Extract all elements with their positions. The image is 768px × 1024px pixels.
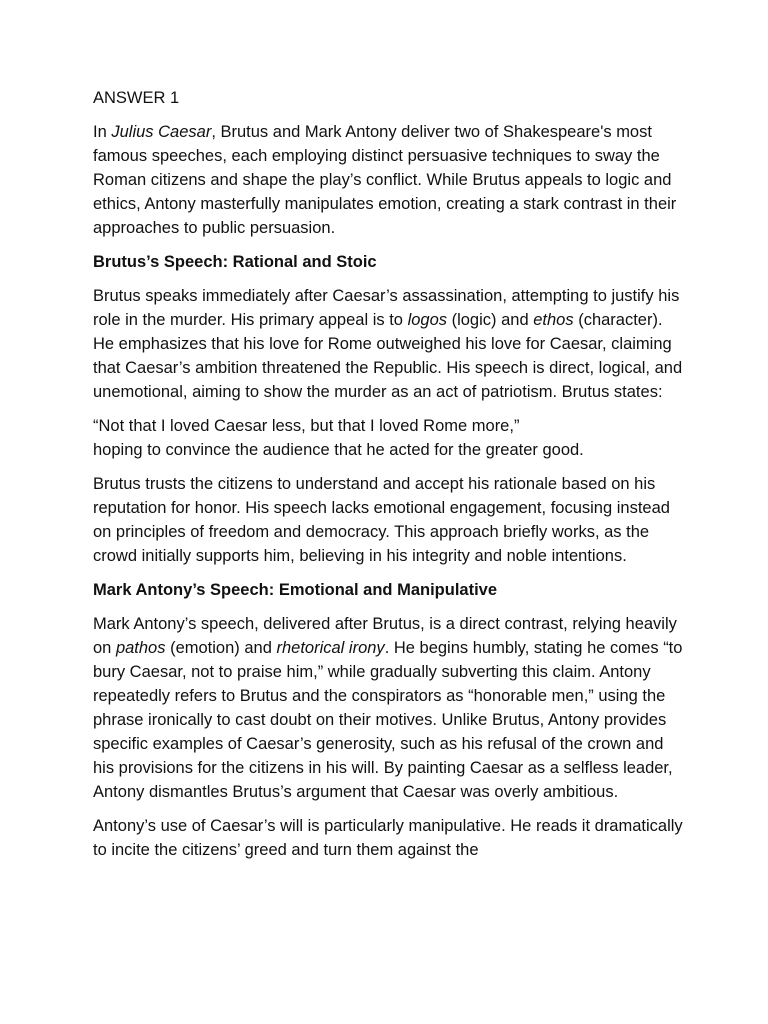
play-title: Julius Caesar bbox=[111, 123, 212, 141]
antony-p1-text-3: . He begins humbly, stating he comes “to bury Caesar, not to praise him,” while gradually subverting this claim. Antony repeatedly refers to Brutus and the conspirators as “honorable men,” using the phrase ironically to cast doubt on their motives. Unlike Brutus, Antony provides specific examples of Caesar’s generosity, such as his refusal of the crown and his provisions for the citizens in his will. By painting Caesar as a selfless leader, Antony dismantles Brutus’s argument that Caesar was overly ambitious. bbox=[93, 639, 683, 801]
document-page bbox=[93, 86, 683, 872]
brutus-paragraph-2: Brutus trusts the citizens to understand and accept his rationale based on his reputation for honor. His speech lacks emotional engagement, focusing instead on principles of freedom and democracy. This approach briefly works, as the crowd initially supports him, believing in his integrity and noble intentions. bbox=[93, 475, 670, 565]
brutus-paragraph-1 bbox=[93, 284, 683, 404]
antony-p1-text-2: (emotion) and bbox=[165, 639, 277, 657]
brutus-heading: Brutus’s Speech: Rational and Stoic bbox=[93, 253, 377, 271]
answer-label: ANSWER 1 bbox=[93, 89, 180, 107]
brutus-p1-text-3: (character). He emphasizes that his love for Rome outweighed his love for Caesar, claiming that Caesar’s ambition threatened the Republic. His speech is direct, logical, and unemotional, aiming to show the murder as an act of patriotism. Brutus states: bbox=[93, 311, 683, 401]
antony-heading: Mark Antony’s Speech: Emotional and Manipulative bbox=[93, 581, 498, 599]
brutus-p1-text-2: (logic) and bbox=[447, 311, 534, 329]
intro-text-2: , Brutus and Mark Antony deliver two of Shakespeare's most famous speeches, each employing distinct persuasive techniques to sway the Roman citizens and shape the play’s conflict. While Brutus appeals to logic and ethics, Antony masterfully manipulates emotion, creating a stark contrast in their approaches to public persuasion. bbox=[93, 123, 677, 237]
antony-p1-text-1: Mark Antony’s speech, delivered after Brutus, is a direct contrast, relying heavily on bbox=[93, 615, 677, 657]
logos-term: logos bbox=[407, 311, 448, 329]
antony-paragraph-1 bbox=[93, 612, 683, 804]
ethos-term: ethos bbox=[533, 311, 574, 329]
antony-paragraph-2: Antony’s use of Caesar’s will is particularly manipulative. He reads it dramatically to incite the citizens’ greed and turn them against the bbox=[93, 817, 683, 859]
intro-paragraph bbox=[93, 120, 683, 240]
brutus-p1-text-1: Brutus speaks immediately after Caesar’s assassination, attempting to justify his role in the murder. His primary appeal is to bbox=[93, 287, 680, 329]
brutus-quote-paragraph bbox=[93, 414, 683, 462]
rhetorical-irony-term: rhetorical irony bbox=[276, 639, 385, 657]
brutus-quote-line: “Not that I loved Caesar less, but that I loved Rome more,” bbox=[93, 417, 520, 435]
pathos-term: pathos bbox=[115, 639, 166, 657]
intro-text-1: In bbox=[93, 123, 112, 141]
brutus-quote-followup: hoping to convince the audience that he acted for the greater good. bbox=[93, 441, 584, 459]
